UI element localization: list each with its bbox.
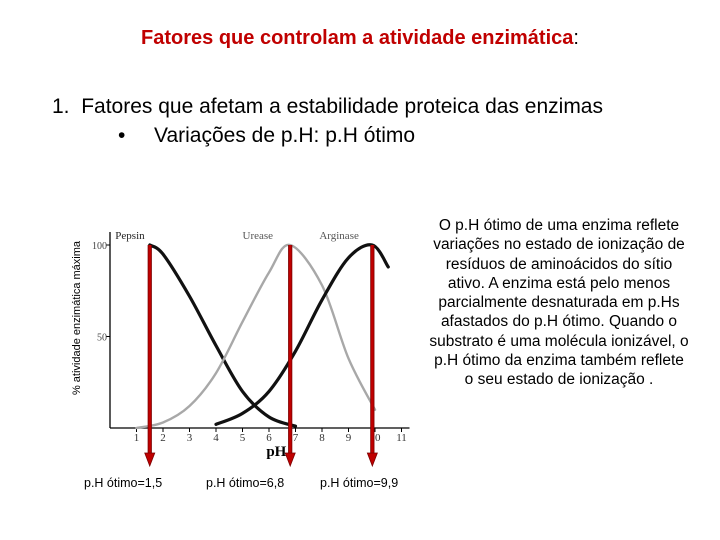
optimum-arrowhead: [145, 453, 155, 466]
x-tick-label: 11: [396, 432, 407, 444]
x-tick-label: 6: [266, 432, 272, 444]
x-tick-label: 4: [213, 432, 219, 444]
x-tick-label: 5: [239, 432, 246, 444]
list-item-text: Fatores que afetam a estabilidade proteica das enzimas: [81, 95, 603, 118]
x-tick-label: 3: [186, 432, 193, 444]
series-label-pepsin: Pepsin: [115, 230, 145, 242]
x-axis-label: pH: [266, 444, 287, 460]
series-label-urease: Urease: [242, 230, 274, 242]
x-tick-label: 2: [160, 432, 166, 444]
series-line-pepsin: [150, 245, 296, 426]
optimum-arrowhead: [285, 453, 295, 466]
optimum-arrowhead: [367, 453, 377, 466]
x-tick-label: 1: [133, 432, 140, 444]
title-colon: :: [573, 27, 579, 49]
y-tick-label: 100: [92, 241, 107, 252]
optimum-label-pepsin: p.H ótimo=1,5: [84, 476, 163, 490]
chart-y-axis-label: % atividade enzimática máxima: [71, 240, 83, 396]
series-line-arginase: [216, 245, 388, 425]
bullet-symbol: •: [118, 124, 126, 147]
optimum-label-urease: p.H ótimo=6,8: [206, 476, 285, 490]
title-main: Fatores que controlam a atividade enzimática: [141, 27, 574, 49]
explanation-note: O p.H ótimo de uma enzima reflete variações no estado de ionização de resíduos de aminoácidos do sítio ativo. A enzima está pelo menos parcialmente desnaturada em p.Hs afastados do p.H ótimo. Quando o substrato é uma molécula ionizável, o p.H ótimo da enzima também reflete o seu estado de ionização .: [429, 217, 689, 389]
x-tick-label: 10: [369, 432, 381, 444]
x-tick-label: 9: [345, 432, 352, 444]
list-item-number: 1.: [52, 95, 70, 118]
bullet-text: Variações de p.H: p.H ótimo: [154, 124, 416, 147]
optimum-label-arginase: p.H ótimo=9,9: [320, 476, 399, 490]
x-tick-label: 7: [292, 432, 299, 444]
x-tick-label: 8: [319, 432, 325, 444]
series-label-arginase: Arginase: [319, 230, 359, 242]
y-tick-label: 50: [97, 332, 107, 344]
